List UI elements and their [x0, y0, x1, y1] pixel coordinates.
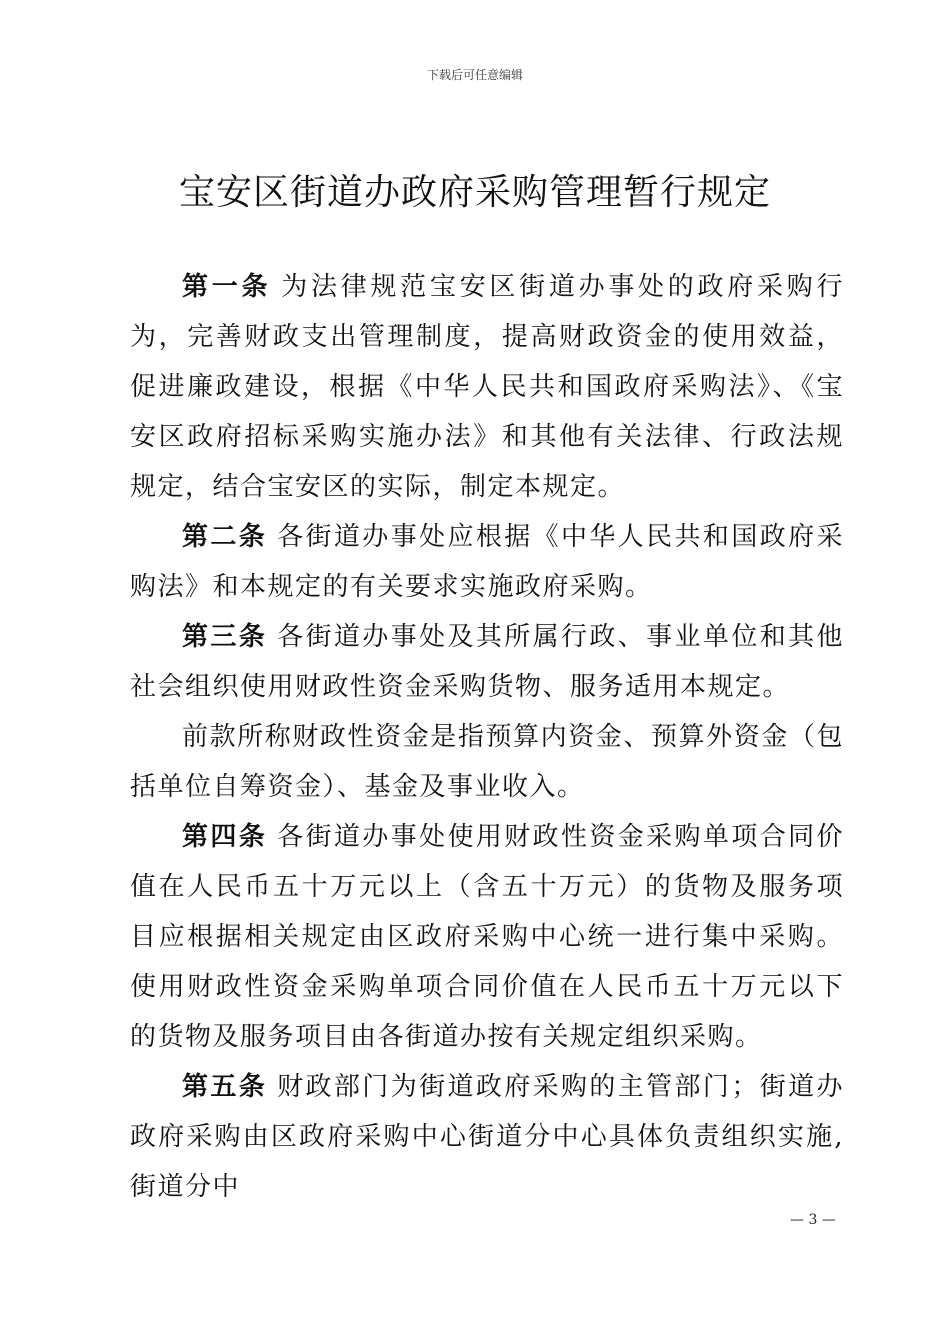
article-label: 第三条 [182, 622, 268, 652]
page-number: — 3 — [790, 1212, 836, 1228]
article-text: 各街道办事处使用财政性资金采购单项合同价值在人民币五十万元以上（含五十万元）的货物及服务项目应根据相关规定由区政府采购中心统一进行集中采购。使用财政性资金采购单项合同价值在人民币五十万元以下的货物及服务项目由各街道办按有关规定组织采购。 [130, 822, 844, 1052]
article-2 [130, 512, 844, 612]
article-text: 各街道办事处应根据《中华人民共和国政府采购法》和本规定的有关要求实施政府采购。 [130, 522, 844, 602]
article-5 [130, 1062, 844, 1212]
article-3 [130, 612, 844, 712]
article-text: 为法律规范宝安区街道办事处的政府采购行为，完善财政支出管理制度，提高财政资金的使用效益，促进廉政建设，根据《中华人民共和国政府采购法》、《宝安区政府招标采购实施办法》和其他有关法律、行政法规规定，结合宝安区的实际，制定本规定。 [130, 272, 844, 502]
article-1 [130, 262, 844, 512]
article-label: 第二条 [182, 522, 268, 552]
article-label: 第五条 [182, 1072, 268, 1102]
article-label: 第一条 [182, 272, 272, 302]
article-label: 第四条 [182, 822, 268, 852]
article-text: 前款所称财政性资金是指预算内资金、预算外资金（包括单位自筹资金）、基金及事业收入。 [130, 722, 844, 802]
page-header-note: 下载后可任意编辑 [426, 68, 523, 82]
article-4 [130, 812, 844, 1062]
article-3-clause [130, 712, 844, 812]
article-text: 财政部门为街道政府采购的主管部门；街道办政府采购由区政府采购中心街道分中心具体负责组织实施,街道分中 [130, 1072, 844, 1202]
document-body [130, 262, 844, 1212]
document-title: 宝安区街道办政府采购管理暂行规定 [178, 172, 771, 213]
article-text: 各街道办事处及其所属行政、事业单位和其他社会组织使用财政性资金采购货物、服务适用本规定。 [130, 622, 844, 702]
